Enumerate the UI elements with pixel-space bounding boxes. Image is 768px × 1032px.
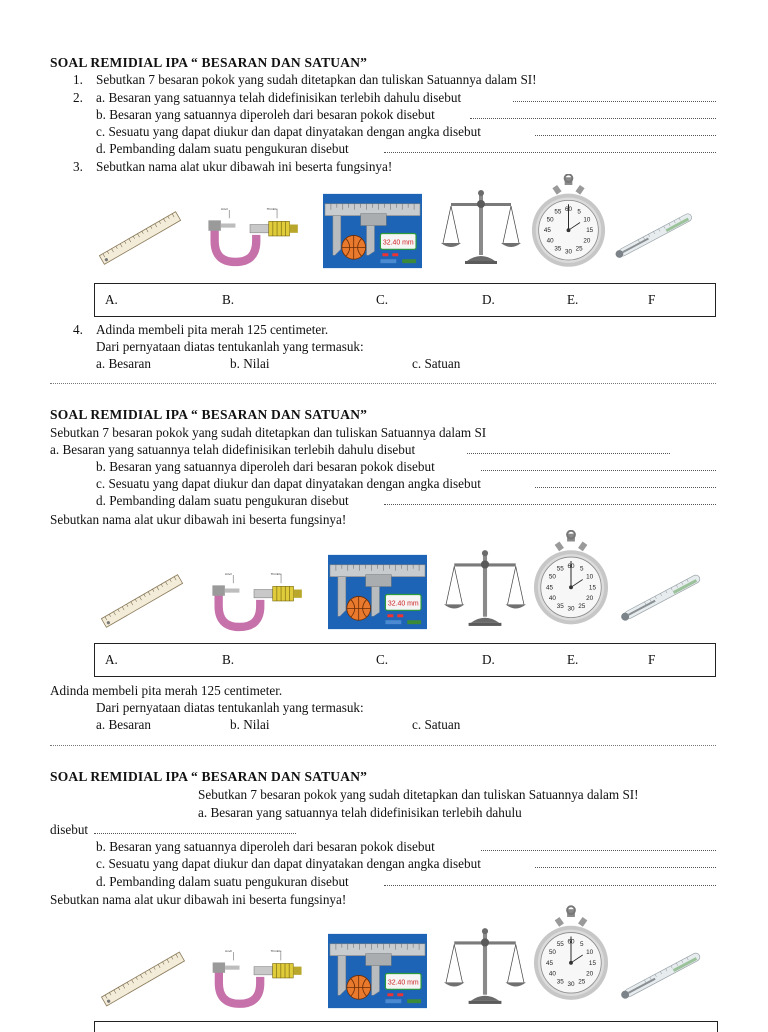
answer-line-2a[interactable]: [467, 453, 670, 454]
question-1-text: Sebutkan 7 besaran pokok yang sudah ditetapkan dan tuliskan Satuannya dalam SI: [50, 425, 487, 440]
ruler-icon: [94, 207, 186, 269]
answer-line-2d[interactable]: [384, 504, 716, 505]
option-a: a. Besaran: [96, 356, 151, 371]
answer-line-2c[interactable]: [535, 135, 716, 136]
question-2a-text: a. Besaran yang satuannya telah didefinisikan terlebih dahulu: [198, 805, 522, 820]
answer-label-box: [94, 643, 716, 677]
question-2c-text: c. Sesuatu yang dapat diukur dan dapat dinyatakan dengan angka disebut: [96, 124, 481, 139]
ruler-icon: [96, 570, 188, 632]
question-2b-text: b. Besaran yang satuannya diperoleh dari besaran pokok disebut: [96, 107, 435, 122]
ruler-icon: [96, 948, 190, 1010]
balance-scale-icon: [444, 925, 526, 1007]
question-3-text: Sebutkan nama alat ukur dibawah ini beserta fungsinya!: [50, 892, 347, 907]
question-2c-text: c. Sesuatu yang dapat diukur dan dapat dinyatakan dengan angka disebut: [96, 476, 481, 491]
micrometer-icon: [202, 570, 306, 634]
thermometer-icon: [606, 205, 708, 263]
question-number: 2.: [73, 90, 83, 105]
stopwatch-icon: [532, 905, 610, 1005]
question-number: 3.: [73, 159, 83, 174]
question-3-text: Sebutkan nama alat ukur dibawah ini beserta fungsinya!: [50, 512, 347, 527]
answer-line-2b[interactable]: [470, 118, 716, 119]
cut-line: [50, 745, 716, 746]
label-b: B.: [222, 652, 235, 667]
option-b: b. Nilai: [230, 356, 270, 371]
label-c: C.: [376, 652, 389, 667]
question-number: 1.: [73, 72, 83, 87]
question-4-text: Adinda membeli pita merah 125 centimeter.: [50, 683, 283, 698]
answer-line-2b[interactable]: [481, 470, 716, 471]
question-1-text: Sebutkan 7 besaran pokok yang sudah ditetapkan dan tuliskan Satuannya dalam SI!: [96, 72, 537, 87]
question-2b-text: b. Besaran yang satuannya diperoleh dari besaran pokok disebut: [96, 459, 435, 474]
question-2d-text: d. Pembanding dalam suatu pengukuran disebut: [96, 874, 349, 889]
question-1-text: Sebutkan 7 besaran pokok yang sudah ditetapkan dan tuliskan Satuannya dalam SI!: [198, 787, 639, 802]
answer-line-2c[interactable]: [535, 867, 716, 868]
section2-title: SOAL REMIDIAL IPA “ BESARAN DAN SATUAN”: [50, 407, 368, 422]
question-4-sub: Dari pernyataan diatas tentukanlah yang termasuk:: [96, 339, 364, 354]
question-4-text: Adinda membeli pita merah 125 centimeter.: [96, 322, 329, 337]
option-c: c. Satuan: [412, 356, 461, 371]
answer-label-box: [94, 1021, 718, 1032]
micrometer-icon: [198, 205, 302, 269]
label-e: E.: [567, 292, 579, 307]
thermometer-icon: [612, 944, 716, 1004]
section1-title: SOAL REMIDIAL IPA “ BESARAN DAN SATUAN”: [50, 55, 368, 70]
answer-line-2a[interactable]: [94, 833, 296, 834]
answer-line-2d[interactable]: [384, 885, 716, 886]
question-2b-text: b. Besaran yang satuannya diperoleh dari besaran pokok disebut: [96, 839, 435, 854]
question-2a-text: a. Besaran yang satuannya telah didefinisikan terlebih dahulu disebut: [96, 90, 462, 105]
label-f: F: [648, 652, 656, 667]
label-e: E.: [567, 652, 579, 667]
label-a: A.: [105, 292, 118, 307]
vernier-caliper-icon: [323, 193, 422, 269]
question-2a-text: a. Besaran yang satuannya telah didefinisikan terlebih dahulu disebut: [50, 442, 416, 457]
label-c: C.: [376, 292, 389, 307]
thermometer-icon: [612, 566, 716, 626]
balance-scale-icon: [444, 547, 526, 629]
answer-line-2b[interactable]: [481, 850, 716, 851]
vernier-caliper-icon: [328, 554, 427, 630]
section3-title: SOAL REMIDIAL IPA “ BESARAN DAN SATUAN”: [50, 769, 368, 784]
label-b: B.: [222, 292, 235, 307]
question-3-text: Sebutkan nama alat ukur dibawah ini beserta fungsinya!: [96, 159, 393, 174]
question-2c-text: c. Sesuatu yang dapat diukur dan dapat dinyatakan dengan angka disebut: [96, 856, 481, 871]
micrometer-icon: [202, 948, 306, 1010]
label-f: F: [648, 292, 656, 307]
answer-line-2d[interactable]: [384, 152, 716, 153]
cut-line: [50, 383, 716, 384]
stopwatch-icon: [530, 174, 607, 271]
question-4-sub: Dari pernyataan diatas tentukanlah yang termasuk:: [96, 700, 364, 715]
balance-scale-icon: [441, 187, 521, 267]
option-b: b. Nilai: [230, 717, 270, 732]
label-d: D.: [482, 652, 495, 667]
question-2a-cont: disebut: [50, 822, 89, 837]
option-a: a. Besaran: [96, 717, 151, 732]
label-a: A.: [105, 652, 118, 667]
question-2d-text: d. Pembanding dalam suatu pengukuran disebut: [96, 141, 349, 156]
label-d: D.: [482, 292, 495, 307]
stopwatch-icon: [532, 530, 610, 629]
answer-line-2c[interactable]: [535, 487, 716, 488]
vernier-caliper-icon: [328, 933, 427, 1009]
question-number: 4.: [73, 322, 83, 337]
answer-label-box: [94, 283, 716, 317]
answer-line-2a[interactable]: [513, 101, 716, 102]
question-2d-text: d. Pembanding dalam suatu pengukuran disebut: [96, 493, 349, 508]
option-c: c. Satuan: [412, 717, 461, 732]
